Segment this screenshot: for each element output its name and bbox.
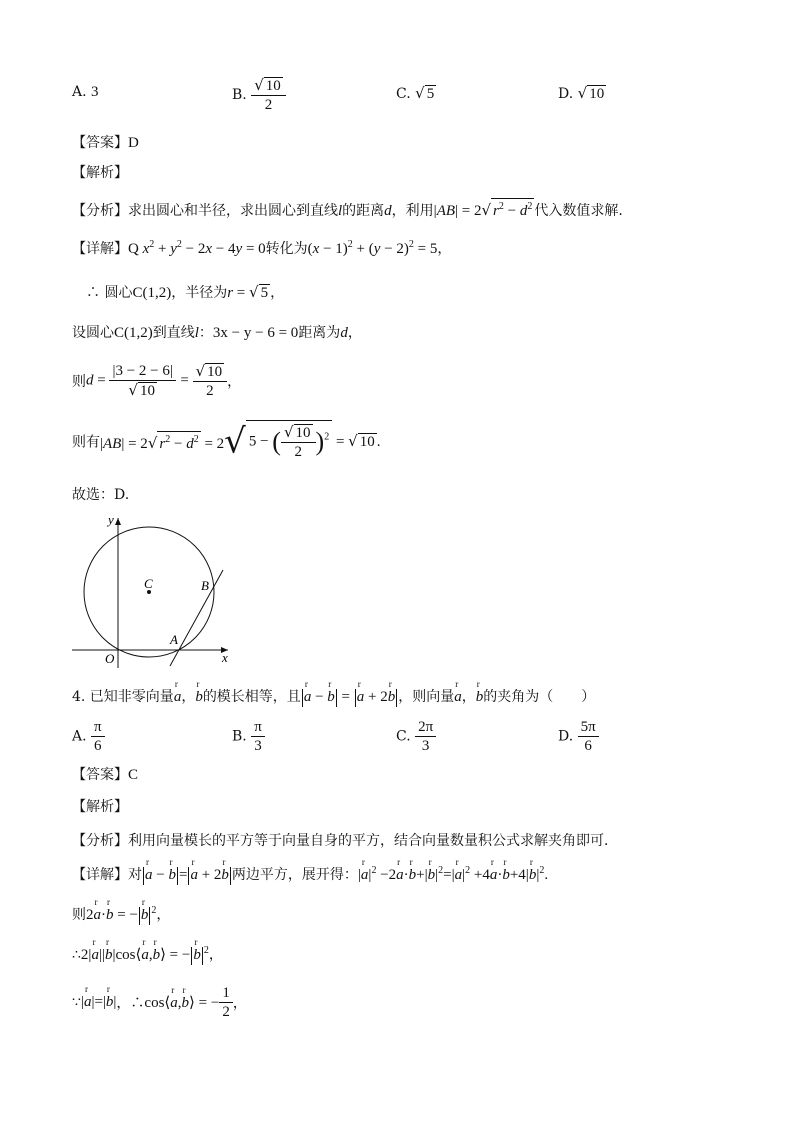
c-label: C: [144, 576, 153, 591]
q4-stem: 4. 已知非零向量r a，r b的模长相等，且r a − r b = r a + 2r b ，则向量r a，r b的夹角为（ ）: [72, 686, 595, 707]
q3-answer: 【答案】D: [72, 135, 139, 151]
q4-option-d: D. $\frac{5\pi}{6}$: [558, 718, 599, 755]
q4-option-c: C. $\frac{2\pi}{3}$: [396, 718, 436, 755]
q4-xiangjie: 【详解】对r a − r b =r a + 2r b 两边平方，展开得：|r $a|^2 -2r$ a·r b+|r $b|^2=|r$ $a|^2 +4r$ a·r b+4|r $b|^2$.: [72, 864, 548, 885]
origin-label: O: [105, 651, 115, 666]
q3-option-d: D. √ 10: [558, 84, 605, 102]
b-label: B: [201, 578, 209, 593]
line-l: [170, 570, 223, 666]
q4-option-a: A. $\frac{\pi}{6}$: [72, 718, 105, 755]
q3-circle-equation: Q $x^2 + y^2 - 2x - 4y = 0$: [128, 239, 266, 257]
x-label: x: [222, 650, 228, 665]
y-axis-arrow: [115, 518, 121, 525]
q4-step3: ∵|r a|=|r b|，∴cos⟨r a,r b⟩ = − $\frac{1}{2}$ ，: [72, 984, 247, 1021]
q3-analysis-label: 【解析】: [72, 165, 128, 181]
circle-line-figure: [68, 508, 238, 672]
q3-fenxi: 【分析】求出圆心和半径，求出圆心到直线l的距离d，利用|AB| = 2√ $r^2 - d^2$ 代入数值求解.: [72, 198, 623, 220]
q3-option-a: A. 3: [72, 84, 99, 100]
q3-center-radius: ∴ 圆心C(1,2)，半径为r = √ 5 ，: [86, 283, 285, 301]
q4-fenxi: 【分析】利用向量模长的平方等于向量自身的平方，结合向量数量积公式求解夹角即可．: [72, 833, 618, 849]
q4-step2: ∴2|r a||r b|cos⟨r a,r b⟩ = −r b $^2$，: [72, 944, 223, 965]
q3-standard-form: $(x - 1)^2 + (y - 2)^2 = 5$: [307, 239, 438, 257]
q3-option-c: C. √ 5: [396, 84, 435, 102]
q3-chord-length: 则有|AB| = 2√ $r^2 - d^2 = 2√$ 5 − ( $\frac{√ 10}{2}$ )$^2$ = √ 10 .: [72, 421, 381, 462]
q3-option-b: B. $\frac{√ 10}{2}$: [232, 76, 286, 114]
q4-analysis-label: 【解析】: [72, 799, 128, 815]
q4-option-b: B. $\frac{\pi}{3}$: [232, 718, 265, 755]
q3-chord-formula: |AB| = 2√ $r^2 - d^2$: [434, 203, 535, 219]
q3-xiangjie: 【详解】Q $x^2 + y^2 - 2x - 4y = 0$转化为$(x - 1)^2 + (y - 2)^2 = 5$，: [72, 239, 452, 257]
y-label: y: [108, 512, 114, 527]
q4-answer: 【答案】C: [72, 767, 139, 783]
q4-step1: 则2r a·r b = −r b $^2$，: [72, 904, 170, 925]
q3-distance-setup: 设圆心C(1,2)到直线l：3x − y − 6 = 0距离为d，: [72, 325, 362, 341]
q3-distance-value: 则d = $\frac{|3 - 2 - 6|}{√ 10}$ = $\frac{√ 10}{2}$ ，: [72, 362, 242, 399]
q3-option-b-fraction: $\frac{√ 10}{2}$: [251, 76, 286, 114]
q3-conclusion: 故选：D.: [72, 487, 130, 503]
a-label: A: [170, 632, 178, 647]
